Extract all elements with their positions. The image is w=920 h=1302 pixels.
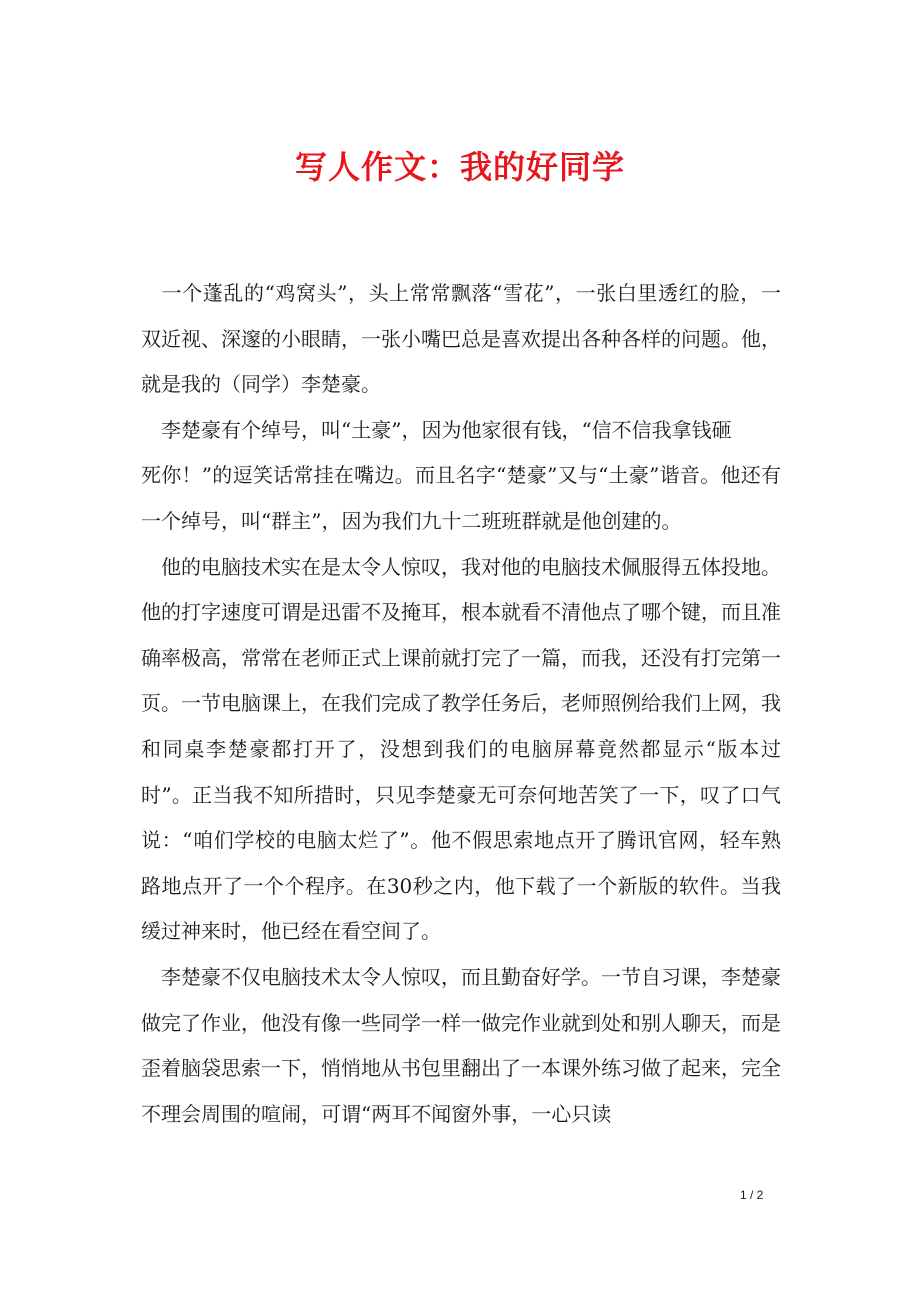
paragraph-4: 他的电脑技术实在是太令人惊叹，我对他的电脑技术佩服得五体投地。他的打字速度可谓是迅雷不及掩耳，根本就看不清他点了哪个键，而且准确率极高，常常在老师正式上课前就打完了一篇，而我，还没有打完第一页。一节电脑课上，在我们完成了教学任务后，老师照例给我们上网，我和同桌李楚豪都打开了，没想到我们的电脑屏幕竟然都显示“版本过时”。正当我不知所措时，只见李楚豪无可奈何地苦笑了一下，叹了口气说：“咱们学校的电脑太烂了”。他不假思索地点开了腾讯官网，轻车熟路地点开了一个个程序。在30秒之内，他下载了一个新版的软件。当我缓过神来时，他已经在看空间了。 <box>141 554 781 944</box>
paragraph-3: 死你！”的逗笑话常挂在嘴边。而且名字“楚豪”又与“土豪”谐音。他还有一个绰号，叫“群主”，因为我们九十二班班群就是他创建的。 <box>141 463 781 533</box>
document-body <box>141 271 781 1137</box>
paragraph-2: 李楚豪有个绰号，叫“土豪”，因为他家很有钱，“信不信我拿钱砸 <box>141 417 732 442</box>
page-number: 1 / 2 <box>740 1188 764 1202</box>
document-title: 写人作文：我的好同学 <box>294 148 625 186</box>
paragraph-5: 李楚豪不仅电脑技术太令人惊叹，而且勤奋好学。一节自习课，李楚豪做完了作业，他没有像一些同学一样一做完作业就到处和别人聊天，而是歪着脑袋思索一下，悄悄地从书包里翻出了一本课外练习做了起来，完全不理会周围的喧闹，可谓“两耳不闻窗外事，一心只读 <box>141 964 781 1126</box>
paragraph-1: 一个蓬乱的“鸡窝头”，头上常常飘落“雪花”，一张白里透红的脸，一双近视、深邃的小眼睛，一张小嘴巴总是喜欢提出各种各样的问题。他，就是我的（同学）李楚豪。 <box>141 281 781 397</box>
